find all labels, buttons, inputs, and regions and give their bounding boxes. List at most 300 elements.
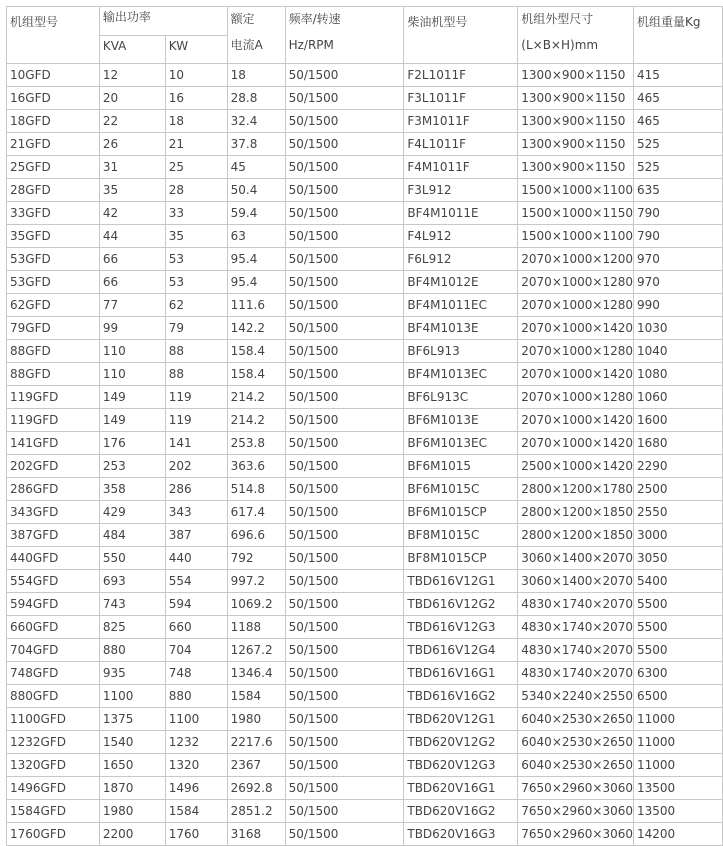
cell-dimensions: 2500×1000×1420	[518, 455, 634, 478]
cell-kw: 35	[165, 225, 227, 248]
cell-frequency: 50/1500	[285, 639, 404, 662]
cell-frequency: 50/1500	[285, 455, 404, 478]
cell-model: 387GFD	[7, 524, 100, 547]
cell-weight: 1080	[634, 363, 723, 386]
cell-kw: 1496	[165, 777, 227, 800]
cell-kva: 358	[99, 478, 165, 501]
cell-frequency: 50/1500	[285, 409, 404, 432]
cell-model: 119GFD	[7, 409, 100, 432]
cell-kw: 119	[165, 409, 227, 432]
cell-dimensions: 4830×1740×2070	[518, 593, 634, 616]
cell-rated-current: 1584	[227, 685, 285, 708]
cell-dimensions: 7650×2960×3060	[518, 800, 634, 823]
cell-frequency: 50/1500	[285, 501, 404, 524]
cell-model: 88GFD	[7, 340, 100, 363]
cell-dimensions: 2070×1000×1280	[518, 294, 634, 317]
cell-weight: 970	[634, 271, 723, 294]
table-row	[7, 225, 723, 248]
table-header	[7, 7, 723, 64]
cell-engine-model: BF6M1013E	[404, 409, 518, 432]
cell-weight: 1060	[634, 386, 723, 409]
cell-frequency: 50/1500	[285, 363, 404, 386]
cell-engine-model: TBD620V16G3	[404, 823, 518, 846]
cell-kw: 1100	[165, 708, 227, 731]
cell-weight: 525	[634, 156, 723, 179]
cell-weight: 13500	[634, 777, 723, 800]
cell-frequency: 50/1500	[285, 179, 404, 202]
cell-weight: 970	[634, 248, 723, 271]
cell-weight: 5500	[634, 593, 723, 616]
cell-frequency: 50/1500	[285, 478, 404, 501]
header-dimensions	[518, 7, 634, 64]
table-row	[7, 294, 723, 317]
cell-engine-model: BF6L913C	[404, 386, 518, 409]
cell-kva: 149	[99, 409, 165, 432]
cell-dimensions: 7650×2960×3060	[518, 823, 634, 846]
cell-model: 286GFD	[7, 478, 100, 501]
table-row	[7, 823, 723, 846]
table-row	[7, 455, 723, 478]
cell-frequency: 50/1500	[285, 570, 404, 593]
cell-rated-current: 95.4	[227, 271, 285, 294]
cell-model: 141GFD	[7, 432, 100, 455]
cell-model: 21GFD	[7, 133, 100, 156]
cell-engine-model: BF4M1013EC	[404, 363, 518, 386]
cell-kw: 10	[165, 64, 227, 87]
cell-dimensions: 1500×1000×1150	[518, 202, 634, 225]
cell-dimensions: 2070×1000×1420	[518, 409, 634, 432]
cell-weight: 2290	[634, 455, 723, 478]
cell-rated-current: 2217.6	[227, 731, 285, 754]
cell-dimensions: 2070×1000×1420	[518, 432, 634, 455]
cell-weight: 11000	[634, 754, 723, 777]
header-frequency-speed	[285, 7, 404, 64]
cell-weight: 1040	[634, 340, 723, 363]
cell-model: 35GFD	[7, 225, 100, 248]
cell-kw: 748	[165, 662, 227, 685]
cell-dimensions: 1300×900×1150	[518, 110, 634, 133]
header-dims-line2: (L×B×H)mm	[521, 38, 599, 52]
cell-frequency: 50/1500	[285, 662, 404, 685]
cell-weight: 465	[634, 87, 723, 110]
cell-frequency: 50/1500	[285, 777, 404, 800]
cell-weight: 5400	[634, 570, 723, 593]
cell-rated-current: 514.8	[227, 478, 285, 501]
cell-kva: 484	[99, 524, 165, 547]
cell-dimensions: 1500×1000×1100	[518, 179, 634, 202]
table-row	[7, 593, 723, 616]
cell-model: 748GFD	[7, 662, 100, 685]
cell-engine-model: BF8M1015CP	[404, 547, 518, 570]
table-row	[7, 616, 723, 639]
table-row	[7, 409, 723, 432]
cell-frequency: 50/1500	[285, 248, 404, 271]
table-row	[7, 547, 723, 570]
cell-dimensions: 2800×1200×1780	[518, 478, 634, 501]
cell-weight: 2550	[634, 501, 723, 524]
cell-model: 343GFD	[7, 501, 100, 524]
cell-kva: 880	[99, 639, 165, 662]
cell-weight: 465	[634, 110, 723, 133]
cell-engine-model: F3L1011F	[404, 87, 518, 110]
header-kw: KW	[165, 35, 227, 64]
cell-engine-model: TBD616V12G4	[404, 639, 518, 662]
cell-frequency: 50/1500	[285, 156, 404, 179]
cell-engine-model: BF6M1013EC	[404, 432, 518, 455]
cell-model: 25GFD	[7, 156, 100, 179]
cell-engine-model: TBD620V12G2	[404, 731, 518, 754]
cell-model: 1760GFD	[7, 823, 100, 846]
cell-weight: 990	[634, 294, 723, 317]
cell-dimensions: 2800×1200×1850	[518, 524, 634, 547]
cell-dimensions: 3060×1400×2070	[518, 570, 634, 593]
table-row	[7, 662, 723, 685]
cell-model: 28GFD	[7, 179, 100, 202]
table-row	[7, 110, 723, 133]
cell-rated-current: 95.4	[227, 248, 285, 271]
cell-dimensions: 4830×1740×2070	[518, 639, 634, 662]
cell-kva: 2200	[99, 823, 165, 846]
cell-rated-current: 3168	[227, 823, 285, 846]
cell-kva: 693	[99, 570, 165, 593]
cell-model: 18GFD	[7, 110, 100, 133]
cell-weight: 14200	[634, 823, 723, 846]
cell-kw: 704	[165, 639, 227, 662]
cell-kva: 66	[99, 248, 165, 271]
cell-dimensions: 2070×1000×1280	[518, 271, 634, 294]
cell-rated-current: 59.4	[227, 202, 285, 225]
cell-frequency: 50/1500	[285, 754, 404, 777]
cell-kva: 1870	[99, 777, 165, 800]
cell-kw: 440	[165, 547, 227, 570]
cell-dimensions: 6040×2530×2650	[518, 754, 634, 777]
cell-weight: 2500	[634, 478, 723, 501]
cell-kw: 1320	[165, 754, 227, 777]
cell-rated-current: 2692.8	[227, 777, 285, 800]
cell-engine-model: BF4M1012E	[404, 271, 518, 294]
cell-model: 10GFD	[7, 64, 100, 87]
cell-frequency: 50/1500	[285, 616, 404, 639]
cell-kva: 110	[99, 340, 165, 363]
cell-frequency: 50/1500	[285, 547, 404, 570]
cell-rated-current: 37.8	[227, 133, 285, 156]
header-freq-line1: 频率/转速	[288, 12, 341, 26]
cell-kva: 31	[99, 156, 165, 179]
cell-rated-current: 63	[227, 225, 285, 248]
cell-frequency: 50/1500	[285, 271, 404, 294]
cell-rated-current: 617.4	[227, 501, 285, 524]
table-row	[7, 754, 723, 777]
cell-rated-current: 50.4	[227, 179, 285, 202]
table-row	[7, 363, 723, 386]
cell-model: 880GFD	[7, 685, 100, 708]
cell-rated-current: 28.8	[227, 87, 285, 110]
cell-engine-model: TBD616V16G1	[404, 662, 518, 685]
table-row	[7, 685, 723, 708]
header-engine-model: 柴油机型号	[404, 7, 518, 64]
table-row	[7, 708, 723, 731]
cell-model: 554GFD	[7, 570, 100, 593]
cell-model: 1496GFD	[7, 777, 100, 800]
cell-dimensions: 2800×1200×1850	[518, 501, 634, 524]
cell-kw: 119	[165, 386, 227, 409]
cell-kw: 343	[165, 501, 227, 524]
cell-weight: 1600	[634, 409, 723, 432]
cell-engine-model: F3M1011F	[404, 110, 518, 133]
cell-kw: 53	[165, 248, 227, 271]
cell-engine-model: TBD620V16G2	[404, 800, 518, 823]
cell-rated-current: 363.6	[227, 455, 285, 478]
cell-model: 1232GFD	[7, 731, 100, 754]
cell-kw: 25	[165, 156, 227, 179]
cell-rated-current: 214.2	[227, 386, 285, 409]
cell-engine-model: F4L912	[404, 225, 518, 248]
generator-spec-table	[6, 6, 723, 846]
cell-frequency: 50/1500	[285, 593, 404, 616]
cell-frequency: 50/1500	[285, 225, 404, 248]
cell-weight: 525	[634, 133, 723, 156]
cell-model: 53GFD	[7, 248, 100, 271]
cell-engine-model: TBD616V12G2	[404, 593, 518, 616]
cell-weight: 11000	[634, 708, 723, 731]
cell-kva: 1375	[99, 708, 165, 731]
cell-frequency: 50/1500	[285, 432, 404, 455]
cell-engine-model: TBD616V12G1	[404, 570, 518, 593]
cell-model: 16GFD	[7, 87, 100, 110]
cell-kw: 880	[165, 685, 227, 708]
cell-weight: 1030	[634, 317, 723, 340]
cell-weight: 3050	[634, 547, 723, 570]
cell-frequency: 50/1500	[285, 202, 404, 225]
table-row	[7, 570, 723, 593]
cell-kw: 554	[165, 570, 227, 593]
cell-engine-model: BF8M1015C	[404, 524, 518, 547]
cell-dimensions: 1300×900×1150	[518, 133, 634, 156]
cell-kva: 42	[99, 202, 165, 225]
header-row	[7, 7, 723, 36]
cell-dimensions: 2070×1000×1420	[518, 317, 634, 340]
table-row	[7, 340, 723, 363]
cell-weight: 11000	[634, 731, 723, 754]
cell-dimensions: 4830×1740×2070	[518, 662, 634, 685]
cell-model: 53GFD	[7, 271, 100, 294]
table-row	[7, 777, 723, 800]
cell-rated-current: 45	[227, 156, 285, 179]
cell-dimensions: 2070×1000×1420	[518, 363, 634, 386]
table-row	[7, 271, 723, 294]
table-row	[7, 478, 723, 501]
cell-frequency: 50/1500	[285, 317, 404, 340]
cell-weight: 13500	[634, 800, 723, 823]
header-output-power: 输出功率	[99, 7, 227, 36]
header-kva: KVA	[99, 35, 165, 64]
cell-engine-model: F4M1011F	[404, 156, 518, 179]
cell-kva: 825	[99, 616, 165, 639]
table-row	[7, 64, 723, 87]
table-row	[7, 432, 723, 455]
cell-kva: 550	[99, 547, 165, 570]
cell-rated-current: 111.6	[227, 294, 285, 317]
cell-engine-model: BF4M1011EC	[404, 294, 518, 317]
cell-kw: 28	[165, 179, 227, 202]
cell-engine-model: TBD620V12G1	[404, 708, 518, 731]
cell-frequency: 50/1500	[285, 708, 404, 731]
cell-model: 1584GFD	[7, 800, 100, 823]
cell-rated-current: 1267.2	[227, 639, 285, 662]
cell-kva: 77	[99, 294, 165, 317]
cell-weight: 415	[634, 64, 723, 87]
cell-kw: 79	[165, 317, 227, 340]
cell-frequency: 50/1500	[285, 731, 404, 754]
cell-frequency: 50/1500	[285, 294, 404, 317]
cell-kw: 88	[165, 363, 227, 386]
cell-rated-current: 142.2	[227, 317, 285, 340]
table-row	[7, 317, 723, 340]
cell-frequency: 50/1500	[285, 133, 404, 156]
cell-kva: 26	[99, 133, 165, 156]
cell-frequency: 50/1500	[285, 386, 404, 409]
cell-model: 660GFD	[7, 616, 100, 639]
cell-engine-model: BF6M1015	[404, 455, 518, 478]
cell-frequency: 50/1500	[285, 87, 404, 110]
cell-engine-model: BF6M1015C	[404, 478, 518, 501]
cell-weight: 3000	[634, 524, 723, 547]
cell-weight: 6300	[634, 662, 723, 685]
header-dims-line1: 机组外型尺寸	[521, 12, 594, 26]
cell-kva: 743	[99, 593, 165, 616]
cell-dimensions: 1300×900×1150	[518, 87, 634, 110]
cell-rated-current: 792	[227, 547, 285, 570]
cell-rated-current: 696.6	[227, 524, 285, 547]
cell-rated-current: 158.4	[227, 363, 285, 386]
cell-kva: 12	[99, 64, 165, 87]
cell-frequency: 50/1500	[285, 64, 404, 87]
cell-kw: 1760	[165, 823, 227, 846]
cell-rated-current: 158.4	[227, 340, 285, 363]
cell-kva: 935	[99, 662, 165, 685]
cell-dimensions: 5340×2240×2550	[518, 685, 634, 708]
cell-kva: 44	[99, 225, 165, 248]
cell-frequency: 50/1500	[285, 524, 404, 547]
cell-engine-model: F2L1011F	[404, 64, 518, 87]
table-row	[7, 156, 723, 179]
cell-kva: 66	[99, 271, 165, 294]
cell-kva: 110	[99, 363, 165, 386]
cell-model: 1100GFD	[7, 708, 100, 731]
cell-kw: 594	[165, 593, 227, 616]
cell-rated-current: 997.2	[227, 570, 285, 593]
header-weight: 机组重量Kg	[634, 7, 723, 64]
cell-engine-model: BF6L913	[404, 340, 518, 363]
cell-model: 79GFD	[7, 317, 100, 340]
cell-dimensions: 1300×900×1150	[518, 64, 634, 87]
cell-rated-current: 1069.2	[227, 593, 285, 616]
cell-engine-model: BF4M1011E	[404, 202, 518, 225]
cell-dimensions: 3060×1400×2070	[518, 547, 634, 570]
cell-model: 33GFD	[7, 202, 100, 225]
table-row	[7, 386, 723, 409]
cell-weight: 790	[634, 202, 723, 225]
cell-engine-model: TBD620V16G1	[404, 777, 518, 800]
header-rated-line2: 电流A	[230, 38, 263, 52]
table-row	[7, 179, 723, 202]
cell-model: 1320GFD	[7, 754, 100, 777]
spec-table-container	[6, 6, 723, 846]
header-rated-line1: 额定	[230, 12, 255, 26]
cell-rated-current: 214.2	[227, 409, 285, 432]
table-row	[7, 202, 723, 225]
cell-kw: 33	[165, 202, 227, 225]
table-row	[7, 524, 723, 547]
cell-engine-model: F3L912	[404, 179, 518, 202]
cell-weight: 1680	[634, 432, 723, 455]
cell-weight: 6500	[634, 685, 723, 708]
header-model: 机组型号	[7, 7, 100, 64]
cell-kva: 35	[99, 179, 165, 202]
cell-frequency: 50/1500	[285, 685, 404, 708]
cell-kva: 1980	[99, 800, 165, 823]
cell-kw: 18	[165, 110, 227, 133]
cell-kw: 660	[165, 616, 227, 639]
cell-model: 62GFD	[7, 294, 100, 317]
cell-rated-current: 1346.4	[227, 662, 285, 685]
cell-weight: 5500	[634, 639, 723, 662]
cell-rated-current: 253.8	[227, 432, 285, 455]
cell-kva: 1650	[99, 754, 165, 777]
cell-kw: 53	[165, 271, 227, 294]
cell-dimensions: 6040×2530×2650	[518, 708, 634, 731]
table-row	[7, 639, 723, 662]
cell-dimensions: 6040×2530×2650	[518, 731, 634, 754]
cell-kva: 1100	[99, 685, 165, 708]
cell-engine-model: TBD620V12G3	[404, 754, 518, 777]
cell-kw: 141	[165, 432, 227, 455]
cell-kw: 88	[165, 340, 227, 363]
cell-frequency: 50/1500	[285, 110, 404, 133]
cell-frequency: 50/1500	[285, 800, 404, 823]
cell-engine-model: F4L1011F	[404, 133, 518, 156]
cell-rated-current: 2851.2	[227, 800, 285, 823]
cell-kva: 20	[99, 87, 165, 110]
cell-frequency: 50/1500	[285, 823, 404, 846]
cell-weight: 790	[634, 225, 723, 248]
cell-dimensions: 2070×1000×1280	[518, 340, 634, 363]
cell-dimensions: 1500×1000×1100	[518, 225, 634, 248]
cell-kw: 202	[165, 455, 227, 478]
cell-dimensions: 4830×1740×2070	[518, 616, 634, 639]
cell-kva: 99	[99, 317, 165, 340]
cell-kva: 1540	[99, 731, 165, 754]
cell-rated-current: 1188	[227, 616, 285, 639]
cell-engine-model: BF6M1015CP	[404, 501, 518, 524]
table-row	[7, 87, 723, 110]
cell-kva: 253	[99, 455, 165, 478]
cell-rated-current: 2367	[227, 754, 285, 777]
cell-engine-model: TBD616V16G2	[404, 685, 518, 708]
cell-rated-current: 1980	[227, 708, 285, 731]
table-row	[7, 248, 723, 271]
table-row	[7, 133, 723, 156]
cell-model: 202GFD	[7, 455, 100, 478]
header-rated-current	[227, 7, 285, 64]
cell-kw: 16	[165, 87, 227, 110]
cell-dimensions: 2070×1000×1200	[518, 248, 634, 271]
cell-model: 88GFD	[7, 363, 100, 386]
cell-frequency: 50/1500	[285, 340, 404, 363]
cell-dimensions: 1300×900×1150	[518, 156, 634, 179]
cell-kw: 1232	[165, 731, 227, 754]
cell-model: 704GFD	[7, 639, 100, 662]
